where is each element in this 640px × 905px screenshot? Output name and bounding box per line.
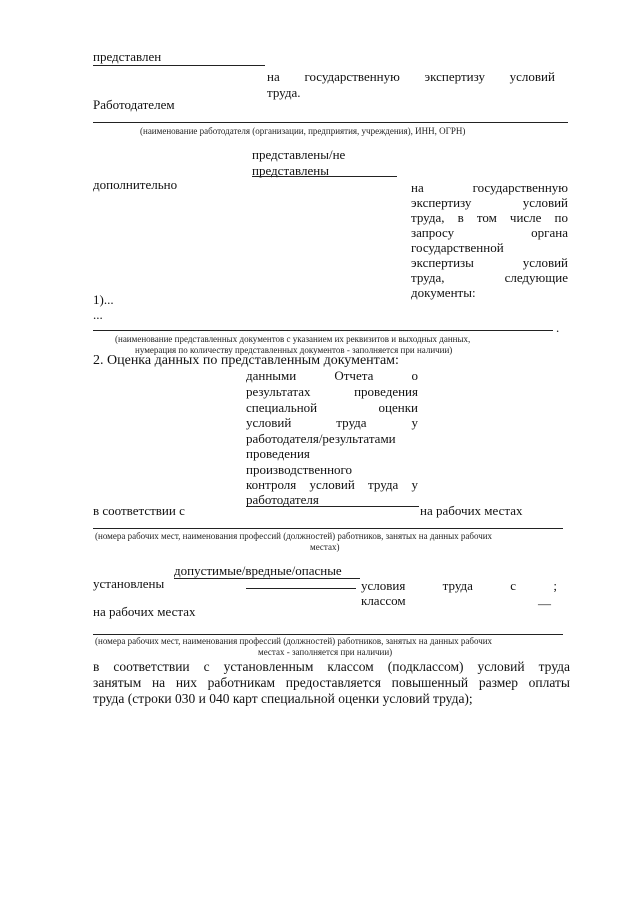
choice-b: представлены [252,163,329,178]
dopolnitelno-label: дополнительно [93,177,178,192]
category-underline [174,578,360,579]
item-1: 1)... [93,292,114,307]
paragraph-last-line: труда (строки 030 и 040 карт специальной оценки условий труда); [93,691,473,706]
word: условий [522,255,568,270]
truda-text: труда. [267,85,301,100]
na-gos-line [267,69,555,85]
middle-line [246,400,418,416]
paragraph-line [93,659,570,675]
word: на [151,675,166,690]
choice-a: представлены/не [252,147,346,162]
word: труда, [411,270,445,285]
word: том [476,210,497,225]
right-line: документы: [411,285,476,300]
ustanovleny-label: установлены [93,576,165,591]
word: ; [553,578,557,593]
word: государственную [304,69,400,84]
word: данными [246,368,297,383]
word: них [175,675,198,690]
klassom-label: классом [361,593,406,608]
workplaces-caption-3: (номера рабочих мест, наименования профессий (должностей) работников, занятых на данных рабочих [95,636,493,646]
usloviya-line [361,578,557,594]
word: экспертизу [411,195,472,210]
ustanovleny-line [246,588,356,589]
word: труда, [411,210,445,225]
word: проведения [354,384,418,399]
word: оценки [378,400,418,415]
word: труда [538,659,570,674]
word: экспертизы [411,255,474,270]
word: государственную [472,180,568,195]
word: органа [531,225,568,240]
workplaces-underline-2 [93,634,563,635]
word: в [93,659,100,674]
word: труда [368,477,399,492]
docs-caption-2: нумерация по количеству представленных документов - заполняется при наличии) [135,345,453,355]
right-line [411,180,568,196]
right-line: государственной [411,240,504,255]
word: классом [327,659,374,674]
category-choice: допустимые/вредные/опасные [174,563,342,578]
word: (подклассом) [387,659,464,674]
word: у [411,477,418,492]
middle-line [246,384,418,400]
class-dash: — [538,596,551,611]
word: условий [246,415,292,430]
predstavlen-label: представлен [93,49,162,64]
word: контроля [246,477,297,492]
section-2-heading: 2. Оценка данных по представленным документам: [93,353,399,368]
word: условия [361,578,406,593]
ellipsis: ... [93,307,103,322]
word: следующие [504,270,568,285]
word: предоставляется [285,675,381,690]
na-rab-mestah-label-2: на рабочих местах [93,604,196,619]
word: занятым [93,675,142,690]
predstavlen-underline [93,65,265,66]
word: повышенный [391,675,469,690]
word: в [457,210,464,225]
docs-caption-1: (наименование представленных документов с указанием их реквизитов и выходных данных, [115,334,471,344]
word: числе [509,210,542,225]
right-line [411,255,568,271]
workplaces-caption-2: местах) [310,542,340,552]
word: с [510,578,517,593]
middle-line: производственного [246,462,353,477]
middle-line [246,415,418,431]
employer-underline [93,122,568,123]
word: запросу [411,225,455,240]
middle-line [246,368,418,384]
word: экспертизу [424,69,485,84]
word: у [411,415,418,430]
word: с [203,659,210,674]
employer-caption: (наименование работодателя (организации, предприятия, учреждения), ИНН, ОГРН) [140,126,466,136]
word: на [267,69,280,84]
workplaces-caption-4: местах - заполняется при наличии) [258,647,393,657]
right-line [411,270,568,286]
middle-underline [246,506,419,507]
word: условий [522,195,568,210]
choice-underline [252,176,397,177]
word: работникам [207,675,276,690]
word: труда [336,415,367,430]
word: о [411,368,418,383]
word: оплаты [528,675,570,690]
right-line [411,225,568,241]
right-line [411,210,568,226]
word: условий [477,659,525,674]
word: труда [442,578,473,593]
word: соответствии [113,659,190,674]
word: Отчета [334,368,374,383]
word: установленным [223,659,314,674]
word: условий [309,477,355,492]
docs-underline [93,330,553,331]
docs-end-dot: . [556,320,560,335]
word: по [554,210,568,225]
word: размер [478,675,518,690]
employer-label: Работодателем [93,97,175,112]
right-line [411,195,568,211]
word: специальной [246,400,318,415]
paragraph-line [93,675,570,691]
workplaces-underline [93,528,563,529]
word: условий [509,69,555,84]
middle-line [246,477,418,493]
na-rab-mestah-label: на рабочих местах [420,503,523,518]
middle-line: проведения [246,446,310,461]
middle-line: работодателя/результатами [246,431,396,446]
word: на [411,180,424,195]
middle-line: работодателя [246,492,319,507]
word: результатах [246,384,311,399]
v-sootv-label: в соответствии с [93,503,185,518]
workplaces-caption-1: (номера рабочих мест, наименования профессий (должностей) работников, занятых на данных рабочих [95,531,493,541]
